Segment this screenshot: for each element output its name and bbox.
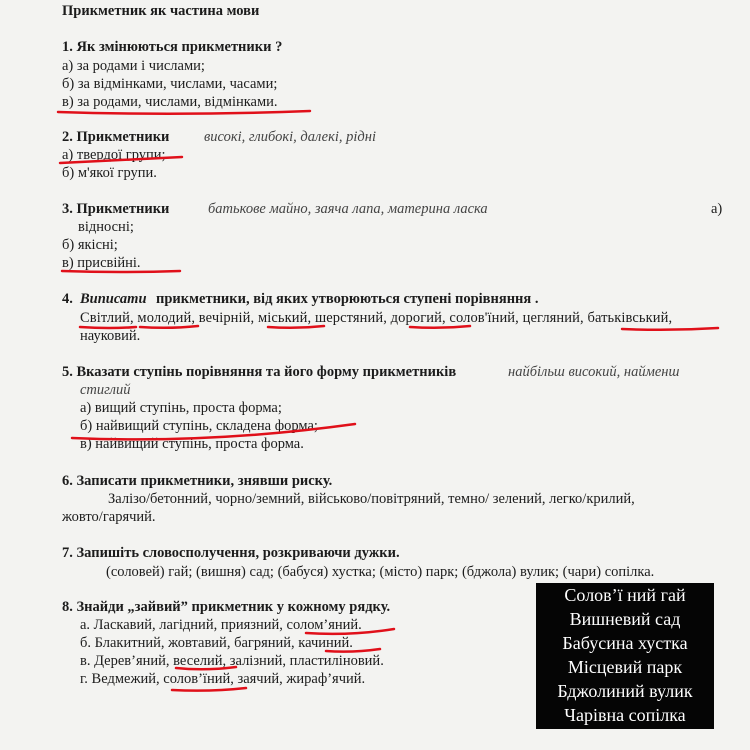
answer-line-1: Солов’ї ний гай xyxy=(564,585,686,605)
answer-line-2: Вишневий сад xyxy=(569,609,681,629)
q8-row-d: г. Ведмежий, солов’їний, заячий, жираф’ячий. xyxy=(80,671,366,687)
underline-q4-batkivskyi xyxy=(622,328,718,330)
q8-heading: 8. Знайди „зайвий” прикметник у кожному рядку. xyxy=(62,599,391,615)
underline-q1-c xyxy=(58,111,310,114)
answer-overlay xyxy=(536,583,714,729)
q6-line1: Залізо/бетонний, чорно/земний, військово/повітряний, темно/ зелений, легко/крилий, xyxy=(108,491,635,507)
q1-option-a: а) за родами і числами; xyxy=(62,58,205,74)
q6-heading: 6. Записати прикметники, знявши риску. xyxy=(62,473,333,489)
q7-line1: (соловей) гай; (вишня) сад; (бабуся) хустка; (місто) парк; (бджола) вулик; (чари) сопілка. xyxy=(106,564,655,580)
q8-row-a: а. Ласкавий, лагідний, приязний, солом’яний. xyxy=(80,617,362,633)
answer-line-5: Бджолиний вулик xyxy=(557,681,693,701)
q2-option-a: а) твердої групи; xyxy=(62,147,166,163)
q3-option-a-marker: а) xyxy=(711,201,723,217)
q6-line2: жовто/гарячий. xyxy=(62,509,156,525)
q3-option-c: в) присвійні. xyxy=(62,255,141,271)
q4-word-list: Світлий, молодий, вечірній, міський, шерстяний, дорогий, солов'їний, цегляний, батьківський, xyxy=(80,310,673,326)
q3-heading: 3. Прикметники xyxy=(62,201,170,217)
q2-option-b: б) м'якої групи. xyxy=(62,165,157,181)
q3-option-b: б) якісні; xyxy=(62,237,118,253)
q5-option-b: б) найвищий ступінь, складена форма; xyxy=(80,418,318,434)
q5-heading: 5. Вказати ступінь порівняння та його форму прикметників xyxy=(62,364,457,380)
q3-examples: батькове майно, заяча лапа, материна ласка xyxy=(208,201,488,217)
q5-examples: найбільш високий, найменш xyxy=(508,364,680,380)
q5-option-a: а) вищий ступінь, проста форма; xyxy=(80,400,282,416)
q1-option-b: б) за відмінками, числами, часами; xyxy=(62,76,278,92)
q2-examples: високі, глибокі, далекі, рідні xyxy=(204,129,376,145)
q2-heading: 2. Прикметники xyxy=(62,129,170,145)
q1-option-c: в) за родами, числами, відмінками. xyxy=(62,94,278,110)
answer-line-3: Бабусина хустка xyxy=(562,633,688,653)
q5-option-c: в) найвищий ступінь, проста форма. xyxy=(80,436,304,452)
q1-heading: 1. Як змінюються прикметники ? xyxy=(62,39,283,55)
q8-row-b: б. Блакитний, жовтавий, багряний, качиний. xyxy=(80,635,353,651)
q4-lead: Виписати xyxy=(80,291,147,307)
q8-row-c: в. Дерев’яний, веселий, залізний, пластиліновий. xyxy=(80,653,384,669)
page-title: Прикметник як частина мови xyxy=(62,3,260,19)
q4-heading: прикметники, від яких утворюються ступені порівняння . xyxy=(156,291,539,307)
q4-word-list-end: науковий. xyxy=(80,328,141,344)
answer-line-6: Чарівна сопілка xyxy=(564,705,686,725)
q5-examples-cont: стиглий xyxy=(80,382,131,398)
answer-line-4: Місцевий парк xyxy=(567,657,683,677)
q3-option-a: відносні; xyxy=(78,219,134,235)
underline-q8-d xyxy=(172,688,246,691)
q4-number: 4. xyxy=(62,291,73,307)
q7-heading: 7. Запишіть словосполучення, розкриваючи дужки. xyxy=(62,545,400,561)
